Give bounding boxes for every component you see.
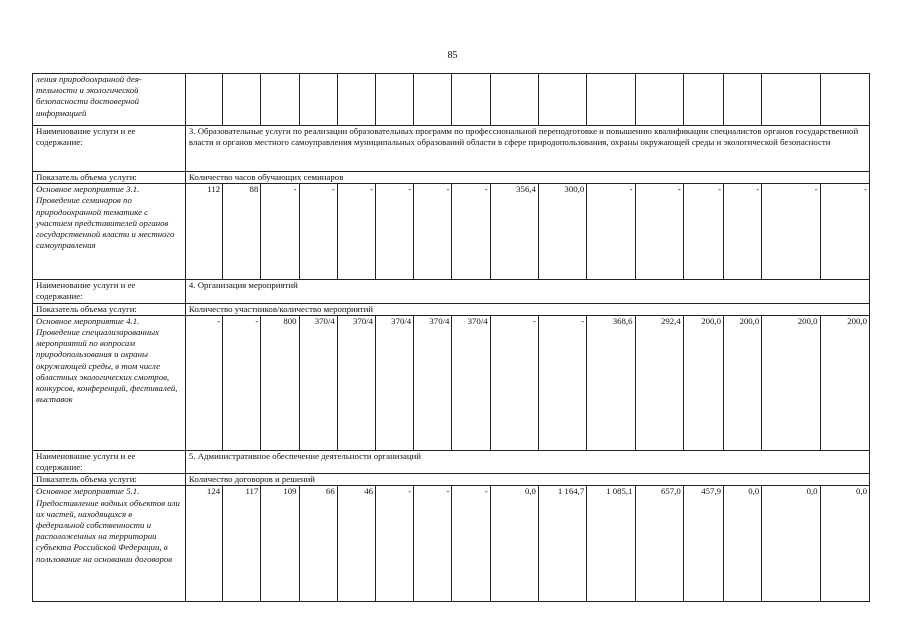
value-cell — [414, 74, 452, 126]
value-cell — [376, 74, 414, 126]
table-row — [33, 172, 870, 184]
value-cell: 46 — [337, 486, 375, 602]
value-cell: 457,9 — [683, 486, 723, 602]
value-cell: 370/4 — [337, 315, 375, 450]
value-cell: 300,0 — [538, 184, 586, 280]
value-cell: - — [414, 486, 452, 602]
measure-name: Основное мероприятие 5.1. Предоставление водных объектов или их частей, находящихся в федеральной собственности и расположенных на территории субъекта Российской Федерации, в пользование на основании договоров — [33, 486, 186, 602]
value-cell: 657,0 — [635, 486, 683, 602]
value-cell — [490, 74, 538, 126]
value-cell: 200,0 — [762, 315, 820, 450]
value-cell: - — [299, 184, 337, 280]
value-cell: 200,0 — [683, 315, 723, 450]
value-cell: 800 — [261, 315, 299, 450]
indicator-label: Показатель объема услуги: — [33, 303, 186, 315]
indicator-description: Количество участников/количество мероприятий — [185, 303, 869, 315]
value-cell — [261, 74, 299, 126]
value-cell: 112 — [185, 184, 222, 280]
table-row — [33, 74, 870, 126]
indicator-description: Количество часов обучающих семинаров — [185, 172, 869, 184]
value-cell — [337, 74, 375, 126]
value-cell: 0,0 — [724, 486, 762, 602]
service-label: Наименование услуги и ее содержание: — [33, 280, 186, 303]
value-cell: 124 — [185, 486, 222, 602]
value-cell: 109 — [261, 486, 299, 602]
value-cell: 66 — [299, 486, 337, 602]
value-cell: 370/4 — [414, 315, 452, 450]
value-cell: - — [452, 486, 490, 602]
value-cell: - — [724, 184, 762, 280]
value-cell: - — [376, 184, 414, 280]
value-cell — [683, 74, 723, 126]
measure-name: Основное мероприятие 3.1. Проведение семинаров по природоохранной тематике с участием представителей органов государственной власти и местного самоуправления — [33, 184, 186, 280]
value-cell — [452, 74, 490, 126]
indicator-description: Количество договоров и решений — [185, 474, 869, 486]
value-cell: 1 164,7 — [538, 486, 586, 602]
value-cell: 1 085,1 — [587, 486, 635, 602]
value-cell: - — [414, 184, 452, 280]
value-cell: - — [185, 315, 222, 450]
indicator-label: Показатель объема услуги: — [33, 172, 186, 184]
value-cell: 88 — [223, 184, 261, 280]
value-cell: - — [223, 315, 261, 450]
table-row — [33, 486, 870, 602]
value-cell — [185, 74, 222, 126]
value-cell: 0,0 — [490, 486, 538, 602]
value-cell — [724, 74, 762, 126]
value-cell — [299, 74, 337, 126]
value-cell: 292,4 — [635, 315, 683, 450]
value-cell: - — [261, 184, 299, 280]
table-row — [33, 184, 870, 280]
table-row — [33, 280, 870, 303]
value-cell: - — [490, 315, 538, 450]
value-cell: 0,0 — [820, 486, 869, 602]
value-cell: - — [762, 184, 820, 280]
service-description: 5. Административное обеспечение деятельности организаций — [185, 450, 869, 473]
table-row — [33, 126, 870, 172]
table-row — [33, 315, 870, 450]
value-cell: - — [820, 184, 869, 280]
value-cell: 0,0 — [762, 486, 820, 602]
value-cell: 370/4 — [452, 315, 490, 450]
value-cell: - — [587, 184, 635, 280]
value-cell — [635, 74, 683, 126]
value-cell: 117 — [223, 486, 261, 602]
value-cell: 368,6 — [587, 315, 635, 450]
value-cell: - — [452, 184, 490, 280]
table-row — [33, 303, 870, 315]
value-cell: - — [635, 184, 683, 280]
measure-name: ления природоохранной дея-тельности и экологической безопасности достоверной информацией — [33, 74, 186, 126]
value-cell: 200,0 — [820, 315, 869, 450]
program-table — [32, 73, 870, 602]
service-label: Наименование услуги и ее содержание: — [33, 126, 186, 172]
value-cell — [538, 74, 586, 126]
value-cell: - — [538, 315, 586, 450]
indicator-label: Показатель объема услуги: — [33, 474, 186, 486]
value-cell: 370/4 — [299, 315, 337, 450]
service-label: Наименование услуги и ее содержание: — [33, 450, 186, 473]
value-cell — [223, 74, 261, 126]
service-description: 4. Организация мероприятий — [185, 280, 869, 303]
page-number: 85 — [447, 50, 458, 61]
value-cell: 356,4 — [490, 184, 538, 280]
value-cell — [587, 74, 635, 126]
table-row — [33, 474, 870, 486]
value-cell: - — [337, 184, 375, 280]
value-cell: - — [683, 184, 723, 280]
value-cell — [762, 74, 820, 126]
value-cell: 370/4 — [376, 315, 414, 450]
measure-name: Основное мероприятие 4.1. Проведение специализированных мероприятий по вопросам природопользования и охраны окружающей среды, в том числе областных экологических смотров, конкурсов, конференций, фестивалей, выставок — [33, 315, 186, 450]
value-cell — [820, 74, 869, 126]
service-description: 3. Образовательные услуги по реализации образовательных программ по профессиональной переподготовке и повышению квалификации специалистов органов государственной власти и органов местного самоуправления муниципальных образований области в сфере природопользования, охраны окружающей среды и экологической безопасности — [185, 126, 869, 172]
value-cell: - — [376, 486, 414, 602]
table-row — [33, 450, 870, 473]
value-cell: 200,0 — [724, 315, 762, 450]
